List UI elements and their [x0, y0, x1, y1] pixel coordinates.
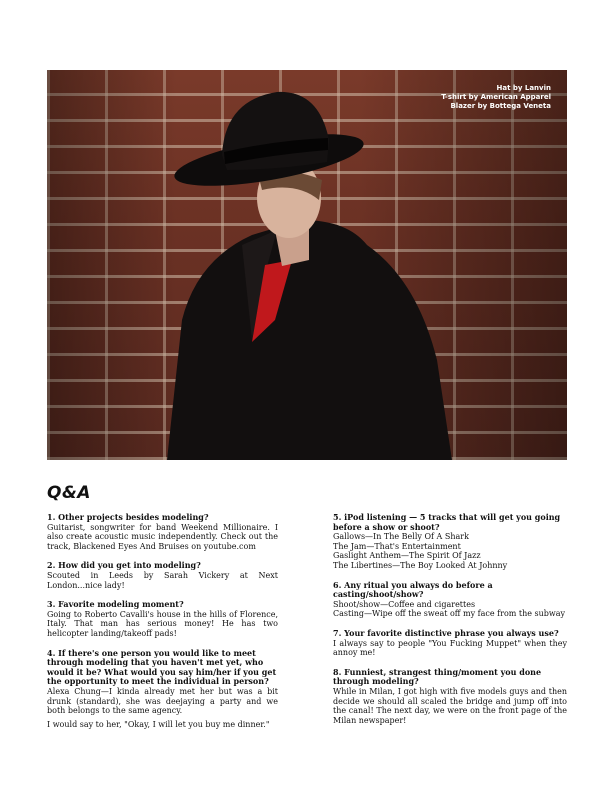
answer-list [333, 600, 567, 619]
model-figure [47, 70, 567, 460]
ritual-line: Shoot/show—Coffee and cigarettes [333, 599, 476, 609]
answer-list [333, 532, 567, 570]
track-line: Gallows—In The Belly Of A Shark [333, 532, 469, 542]
question: 5. iPod listening — 5 tracks that will get you going before a show or shoot? [333, 512, 561, 532]
qa-item [47, 600, 278, 638]
question: 8. Funniest, strangest thing/moment you done through modeling? [333, 666, 542, 687]
credit-tshirt: T-shirt by American Apparel [441, 93, 551, 101]
qa-left-column [47, 513, 278, 739]
ritual-line: Casting—Wipe off the sweat off my face from the subway [333, 609, 566, 619]
answer: Going to Roberto Cavalli's house in the hills of Florence, Italy. That man has serious money! He has two helicopter landing/takeoff pads! [47, 609, 278, 638]
credit-blazer: Blazer by Bottega Veneta [450, 102, 551, 110]
track-line: Gaslight Anthem—The Spirit Of Jazz [333, 551, 481, 561]
question: 2. How did you get into modeling? [47, 560, 201, 571]
credit-hat: Hat by Lanvin [496, 84, 551, 92]
qa-item [47, 561, 278, 590]
question: 3. Favorite modeling moment? [47, 599, 184, 610]
answer: While in Milan, I got high with five models guys and then decide we should all scaled the bridge and jump off into the canal! The next day, we were on the front page of the Milan newspaper! [333, 686, 567, 725]
question: 1. Other projects besides modeling? [47, 512, 209, 522]
qa-item [333, 668, 567, 726]
question: 6. Any ritual you always do before a casting/shoot/show? [333, 579, 493, 600]
answer: Alexa Chung—I kinda already met her but was a bit drunk (standard), she was deejaying a party and we both belongs to the same agency. [47, 686, 278, 716]
question: 7. Your favorite distinctive phrase you always use? [333, 627, 559, 638]
qa-item [47, 649, 278, 730]
qa-item [333, 513, 567, 571]
qa-right-column [333, 513, 567, 735]
track-line: The Jam—That's Entertainment [333, 541, 461, 551]
portrait-photo [47, 70, 567, 460]
qa-heading: Q&A [47, 483, 91, 503]
answer-extra: I would say to her, "Okay, I will let you buy me dinner." [47, 719, 270, 729]
answer: I always say to people "You Fucking Muppet" when they annoy me! [333, 638, 567, 658]
answer: Guitarist, songwriter for band Weekend Millionaire. I also create acoustic music independently. Check out the track, Blackened Eyes And Bruises on youtube.com [47, 522, 278, 551]
answer: Scouted in Leeds by Sarah Vickery at Next London...nice lady! [47, 570, 278, 590]
track-line: The Libertines—The Boy Looked At Johnny [333, 560, 508, 570]
qa-item [333, 581, 567, 619]
question: 4. If there's one person you would like to meet through modeling that you haven't met yet, who would it be? What would you say him/her if you get the opportunity to meet the individual in person? [47, 647, 277, 687]
wardrobe-credits [441, 84, 551, 111]
qa-item [47, 513, 278, 551]
qa-item [333, 629, 567, 658]
